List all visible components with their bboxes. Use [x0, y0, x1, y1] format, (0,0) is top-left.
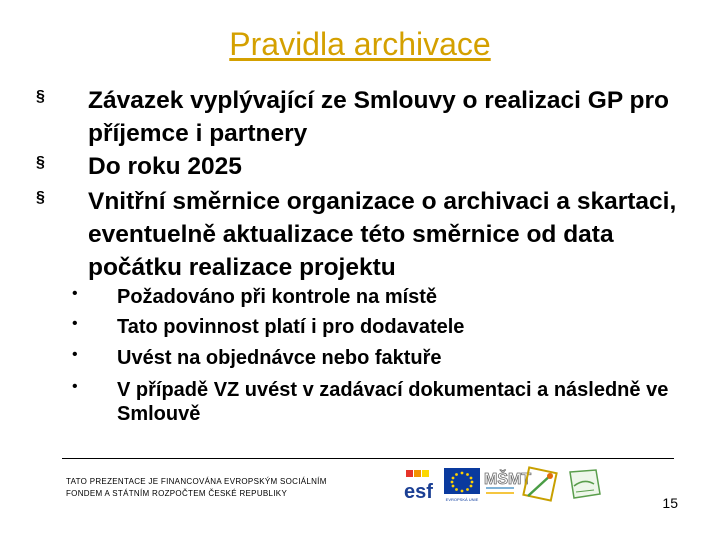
subbullet-text: Požadováno při kontrole na místě [117, 286, 438, 308]
subbullet-text: Tato povinnost platí i pro dodavatele [117, 316, 465, 338]
bullet-text: Do roku 2025 [88, 153, 242, 180]
bullet-marker: § [36, 189, 45, 206]
funding-notice-line-2: FONDEM A STÁTNÍM ROZPOČTEM ČESKÉ REPUBLIKY [66, 489, 288, 498]
funding-notice [66, 476, 366, 500]
eu-flag-logo [444, 468, 480, 502]
funding-logos [402, 466, 612, 504]
footer-divider [62, 458, 674, 459]
subbullet-marker: • [72, 315, 78, 332]
slide-title: Pravidla archivace [229, 26, 491, 62]
subbullet-text: Uvést na objednávce nebo faktuře [117, 347, 442, 369]
subbullet-marker: • [72, 378, 78, 395]
subbullet-text: V případě VZ uvést v zadávací dokumentaci a následně ve Smlouvě [117, 379, 669, 425]
esf-logo [404, 470, 433, 503]
certificate-icon [570, 470, 600, 498]
subbullet-marker: • [72, 285, 78, 302]
bullet-text: Závazek vyplývající ze Smlouvy o realizaci GP pro příjemce i partnery [88, 87, 670, 147]
eu-logo-text: EVROPSKÁ UNIE [445, 497, 479, 502]
bullet-marker: § [36, 154, 45, 171]
bullet-text: Vnitřní směrnice organizace o archivaci a skartaci, eventuelně aktualizace této směrnice od data počátku realizace projektu [88, 188, 677, 281]
funding-notice-line-1: TATO PREZENTACE JE FINANCOVÁNA EVROPSKÝM SOCIÁLNÍM [66, 477, 327, 486]
esf-logo-text: esf [404, 481, 433, 503]
bullet-marker: § [36, 88, 45, 105]
page-number: 15 [662, 495, 678, 511]
subbullet-marker: • [72, 346, 78, 363]
msmt-logo-text: MŠMT [484, 471, 532, 488]
